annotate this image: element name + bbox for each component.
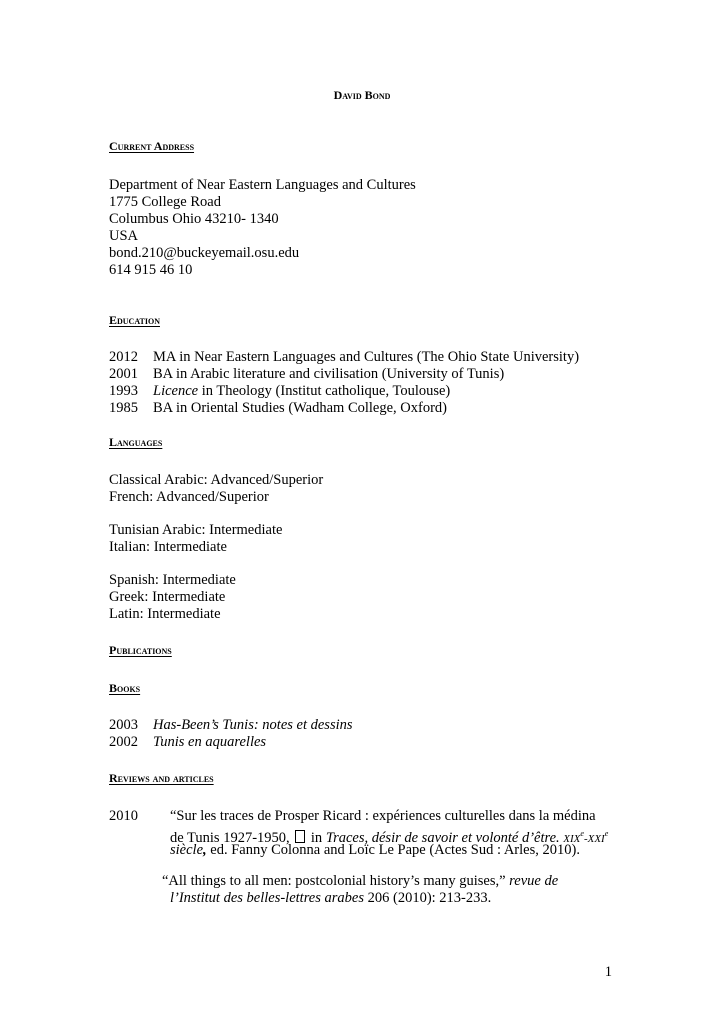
article-line (170, 890, 491, 907)
article-text: “All things to all men: postcolonial history’s many guises,” (162, 873, 510, 889)
languages-heading: Languages (109, 435, 163, 449)
article-line (170, 842, 580, 859)
language-item: Italian: Intermediate (109, 539, 227, 555)
education-entry: BA in Oriental Studies (Wadham College, Oxford) (153, 400, 448, 416)
article-bold-comma: , (203, 842, 207, 858)
address-line: 1775 College Road (109, 194, 221, 210)
education-year: 1993 (109, 383, 138, 399)
article-italic: revue de (509, 873, 559, 889)
education-entry: MA in Near Eastern Languages and Cultures (The Ohio State University) (153, 349, 580, 365)
language-item: French: Advanced/Superior (109, 489, 269, 505)
education-entry (153, 383, 450, 400)
address-line: Columbus Ohio 43210- 1340 (109, 211, 279, 227)
article-italic: l’Institut des belles-lettres arabes (170, 890, 364, 906)
century-numeral: XIX (563, 832, 581, 845)
article-text: 206 (2010): 213-233. (363, 890, 492, 906)
missing-glyph-icon (295, 830, 305, 843)
education-year: 2012 (109, 349, 138, 365)
book-title: Tunis en aquarelles (153, 734, 267, 750)
article-text: in (307, 829, 326, 846)
article-text: ed. Fanny Colonna and Loïc Le Pape (Actes Sud : Arles, 2010). (206, 842, 580, 858)
email-address: bond.210@buckeyemail.osu.edu (109, 245, 300, 261)
century-numeral: -XXI (583, 832, 605, 845)
language-item: Spanish: Intermediate (109, 572, 236, 588)
current-address-heading: Current Address (109, 139, 195, 153)
phone-number: 614 915 46 10 (109, 262, 193, 278)
education-entry: BA in Arabic literature and civilisation (University of Tunis) (153, 366, 505, 382)
book-year: 2002 (109, 734, 138, 750)
article-italic: Traces, désir de savoir et volonté d’être. (325, 829, 564, 846)
education-entry-text: in Theology (Institut catholique, Toulouse) (198, 383, 451, 399)
education-entry-italic: Licence (153, 383, 199, 399)
article-italic: siècle (170, 842, 204, 858)
language-item: Classical Arabic: Advanced/Superior (109, 472, 324, 488)
superscript: e (604, 829, 609, 838)
language-item: Tunisian Arabic: Intermediate (109, 522, 283, 538)
page-title: David Bond (333, 88, 391, 102)
education-year: 1985 (109, 400, 138, 416)
article-line (162, 873, 558, 890)
article-text: de Tunis 1927-1950, (170, 829, 294, 846)
book-year: 2003 (109, 717, 138, 733)
book-title: Has-Been’s Tunis: notes et dessins (153, 717, 353, 733)
publications-heading: Publications (109, 643, 172, 657)
article-year: 2010 (109, 808, 138, 824)
education-heading: Education (109, 313, 160, 327)
reviews-heading: Reviews and articles (109, 771, 214, 785)
education-year: 2001 (109, 366, 138, 382)
address-line: Department of Near Eastern Languages and Cultures (109, 177, 416, 193)
language-item: Latin: Intermediate (109, 606, 221, 622)
books-heading: Books (109, 681, 141, 695)
page-number: 1 (604, 964, 612, 980)
address-line: USA (109, 228, 139, 244)
superscript: e (580, 829, 584, 838)
language-item: Greek: Intermediate (109, 589, 226, 605)
article-line: “Sur les traces de Prosper Ricard : expériences culturelles dans la médina (170, 808, 596, 824)
